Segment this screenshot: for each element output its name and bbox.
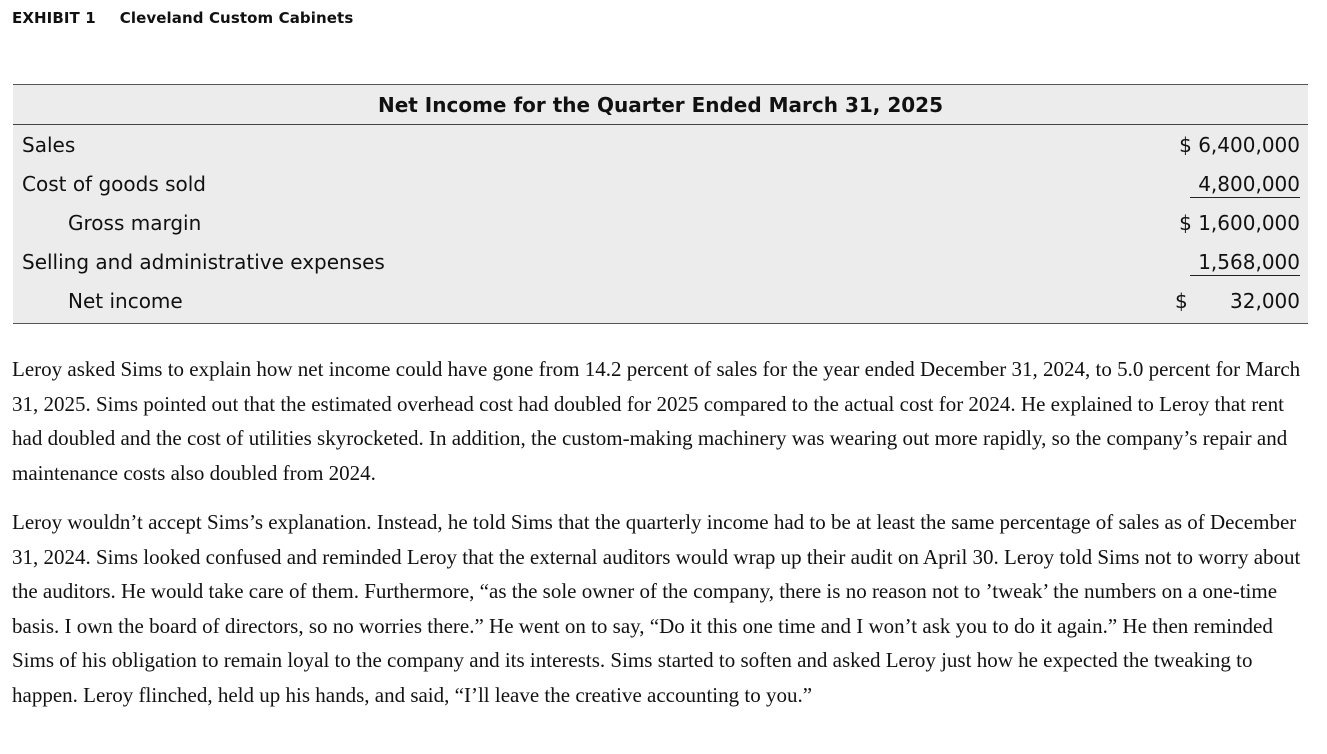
row-label: Cost of goods sold [22, 172, 207, 196]
exhibit-company: Cleveland Custom Cabinets [119, 9, 354, 27]
statement-title: Net Income for the Quarter Ended March 31, 2025 [13, 85, 1308, 125]
exhibit-header [12, 9, 353, 27]
statement-row-net-income [13, 282, 1308, 321]
row-label: Net income [68, 289, 183, 313]
row-amount: 1,568,000 [1190, 250, 1300, 276]
row-label: Gross margin [68, 211, 202, 235]
income-statement-table [13, 84, 1308, 324]
row-amount: 32,000 [1230, 289, 1300, 313]
exhibit-label: EXHIBIT 1 [12, 9, 96, 27]
statement-row-gross-margin [13, 204, 1308, 243]
paragraph: Leroy wouldn’t accept Sims’s explanation. Instead, he told Sims that the quarterly income had to be at least the same percentage of sales as of December 31, 2024. Sims looked confused and reminded Leroy that the external auditors would wrap up their audit on April 30. Leroy told Sims not to worry about the auditors. He would take care of them. Furthermore, “as the sole owner of the company, there is no reason not to ’tweak’ the numbers on a one-time basis. I own the board of directors, so no worries there.” He went on to say, “Do it this one time and I won’t ask you to do it again.” He then reminded Sims of his obligation to remain loyal to the company and its interests. Sims started to soften and asked Leroy just how he expected the tweaking to happen. Leroy flinched, held up his hands, and said, “I’ll leave the creative accounting to you.” [12, 510, 1301, 707]
row-amount: $ 1,600,000 [1179, 211, 1300, 235]
row-label: Selling and administrative expenses [22, 250, 385, 274]
row-currency-symbol: $ [1175, 289, 1188, 313]
paragraph: Leroy asked Sims to explain how net income could have gone from 14.2 percent of sales for the year ended December 31, 2024, to 5.0 percent for March 31, 2025. Sims pointed out that the estimated overhead cost had doubled for 2025 compared to the actual cost for 2024. He explained to Leroy that rent had doubled and the cost of utilities skyrocketed. In addition, the custom-making machinery was wearing out more rapidly, so the company’s repair and maintenance costs also doubled from 2024. [12, 357, 1301, 485]
statement-row-sga [13, 243, 1308, 282]
row-amount: 4,800,000 [1190, 172, 1300, 198]
row-amount: $ 6,400,000 [1179, 133, 1300, 157]
statement-row-sales [13, 126, 1308, 165]
row-label: Sales [22, 133, 76, 157]
statement-row-cogs [13, 165, 1308, 204]
